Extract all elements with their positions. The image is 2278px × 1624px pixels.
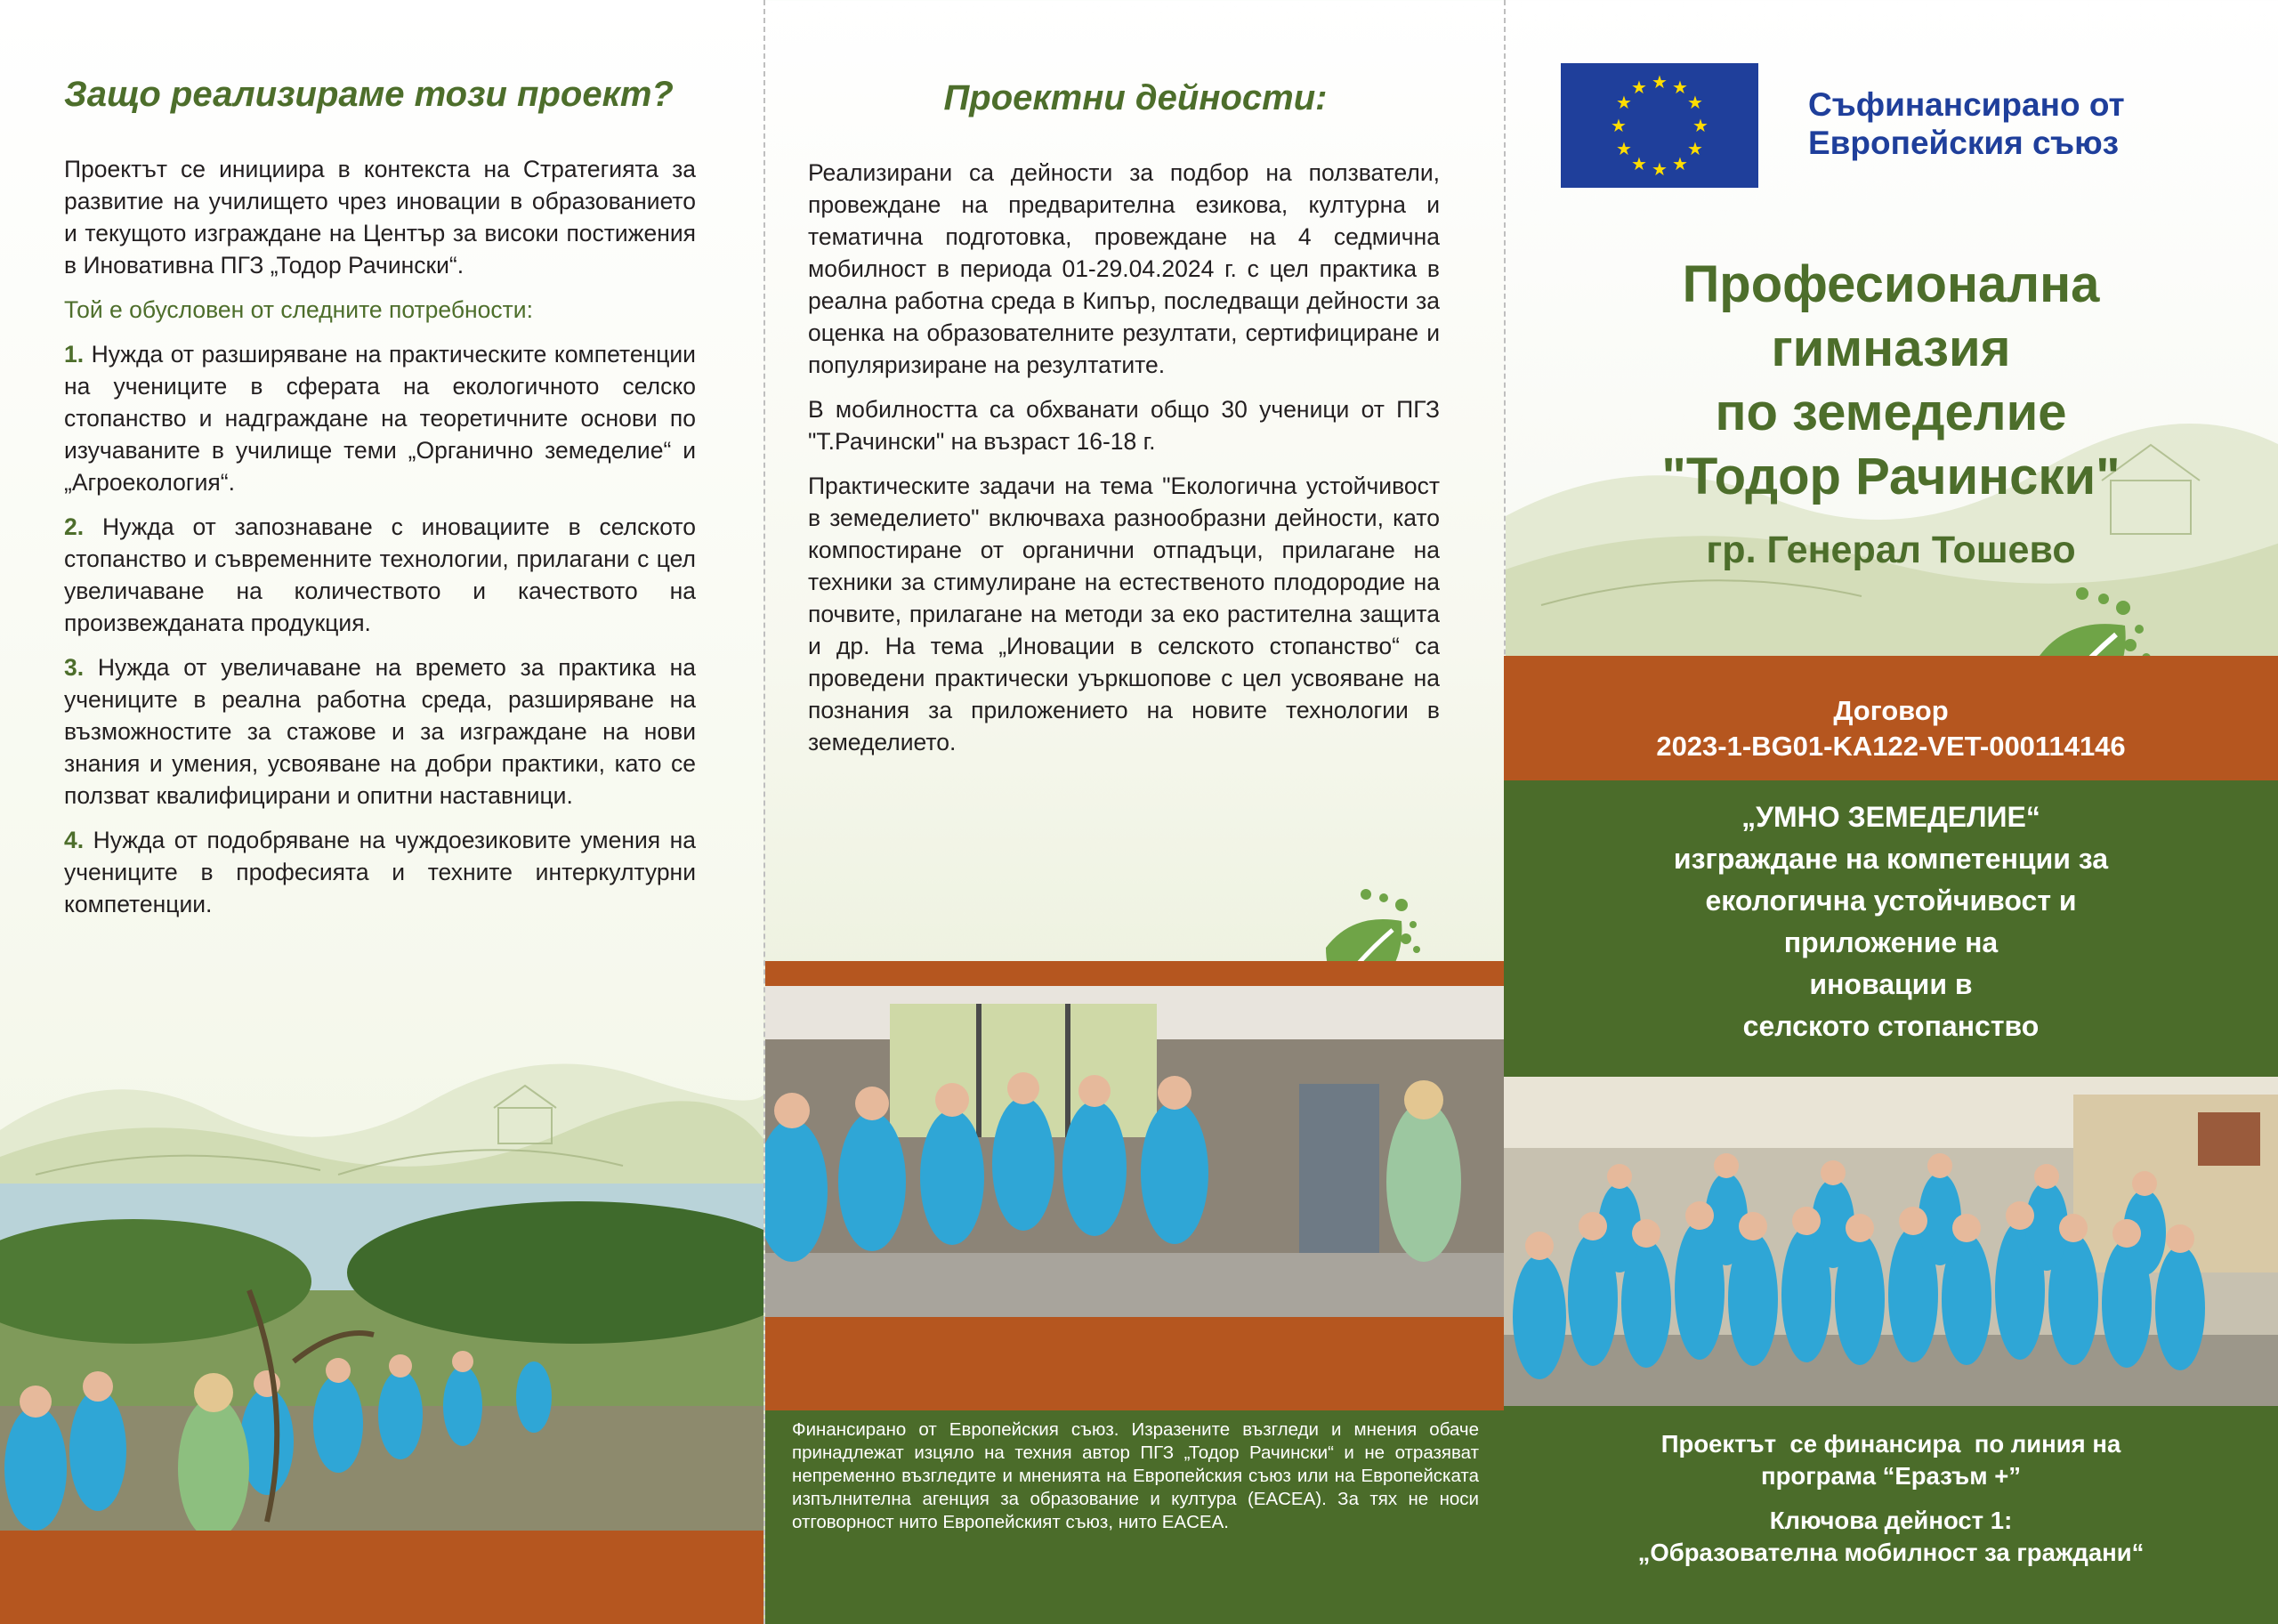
project-line: иновации в <box>1809 968 1973 1000</box>
funding-line: Проектът се финансира по линия на <box>1660 1430 2121 1458</box>
title-line: по земеделие <box>1715 384 2067 441</box>
bottom-band <box>0 1531 763 1624</box>
group-photo <box>1504 1077 2278 1406</box>
need-text: Нужда от разширяване на практическите компетенции на учениците в сферата на екологичното селско стопанство и надграждане на теоретичните основи по изучаваните в училище теми „Органично земеделие“ и „Агроекология“. <box>64 341 696 496</box>
school-city: гр. Генерал Тошево <box>1706 529 2076 571</box>
project-line: селското стопанство <box>1742 1010 2040 1042</box>
needs-intro: Той е обусловен от следните потребности: <box>64 296 533 323</box>
eu-flag-icon <box>1561 63 1758 188</box>
need-number: 3. <box>64 654 85 681</box>
svg-text:★: ★ <box>1672 153 1688 174</box>
need-item-1 <box>64 338 696 498</box>
svg-text:★: ★ <box>1692 115 1708 136</box>
need-number: 4. <box>64 827 85 853</box>
svg-text:★: ★ <box>1672 77 1688 98</box>
panel1-heading: Защо реализираме този проект? <box>64 75 674 114</box>
need-item-3 <box>64 651 696 812</box>
panel1-intro: Проектът се инициира в контекста на Стратегията за развитие на училището чрез иновации в образованието и текущото изграждане на Център за високи постижения в Иновативна ПГЗ „Тодор Рачински“. <box>64 156 696 279</box>
panel1-text <box>64 153 696 933</box>
svg-text:★: ★ <box>1652 158 1668 180</box>
svg-text:★: ★ <box>1631 77 1647 98</box>
project-line: изграждане на компетенции за <box>1673 843 2109 875</box>
tasks-paragraph: Практическите задачи на тема "Екологична устойчивост в земеделието" включваха разнообразни дейности, като компостиране от органични отпадъци, прилагане на техники за стимулиране на естественото плодородие на почвите, прилагане на методи за еко растителна защита и др. На тема „Иновации в селското стопанство“ са проведени практически уъркшопове с цел усвояване на познания за приложението на новите технологии в земеделието. <box>808 473 1440 755</box>
title-line: "Тодор Рачински" <box>1661 448 2120 505</box>
activities-paragraph: Реализирани са дейности за подбор на ползватели, провеждане на предварителна езикова, културна и тематична подготовка, провеждане на 4 седмична мобилност в периода 01-29.04.2024 г. с цел практика в реална работна среда в Кипър, последващи дейности за оценка на образователните резултати, сертифициране и популяризиране на резултатите. <box>808 159 1440 378</box>
panel-left <box>0 0 763 1624</box>
need-item-4 <box>64 824 696 920</box>
funding-line: програма “Еразъм +” <box>1760 1462 2021 1490</box>
eu-cofunded-label <box>1808 85 2125 162</box>
need-text: Нужда от подобряване на чуждоезиковите умения на учениците в професията и техните интеркултурни компетенции. <box>64 827 696 917</box>
key-action-line: Ключова дейност 1: <box>1769 1507 2013 1534</box>
eu-logo <box>1561 63 1758 188</box>
svg-text:★: ★ <box>1616 138 1632 159</box>
eu-line-2: Европейския съюз <box>1808 125 2120 161</box>
svg-text:★: ★ <box>1652 71 1668 93</box>
landscape-illustration <box>0 1023 763 1192</box>
contract-block <box>1504 693 2278 764</box>
title-line: гимназия <box>1771 319 2011 377</box>
panel-middle <box>763 0 1506 1624</box>
funding-block <box>1504 1428 2278 1569</box>
school-title <box>1522 253 2260 509</box>
project-title-block <box>1504 796 2278 1047</box>
project-line: приложение на <box>1783 926 1999 958</box>
students-workshop-photo <box>765 986 1506 1317</box>
key-action-line: „Образователна мобилност за граждани“ <box>1637 1539 2145 1566</box>
eu-line-1: Съфинансирано от <box>1808 86 2125 123</box>
panel2-heading: Проектни дейности: <box>943 78 1328 117</box>
photo-top-band <box>765 961 1506 986</box>
svg-text:★: ★ <box>1687 92 1703 113</box>
middle-rust-band <box>765 1317 1506 1410</box>
need-text: Нужда от увеличаване на времето за практика на учениците в реална работна среда, разширяване на възможностите за стажове и за изграждане на нови знания и умения, усвояване на добри практики, като се ползват квалифицирани и опитни наставници. <box>64 654 696 809</box>
students-garden-photo <box>0 1184 763 1531</box>
need-text: Нужда от запознаване с иновациите в селското стопанство и съвременните технологии, прилагани с цел увеличаване на количеството и качеството на произвежданата продукция. <box>64 513 696 636</box>
title-line: Професионална <box>1682 255 2100 313</box>
need-item-2 <box>64 511 696 639</box>
svg-text:★: ★ <box>1687 138 1703 159</box>
svg-text:★: ★ <box>1611 115 1627 136</box>
contract-label: Договор <box>1833 695 1949 726</box>
need-number: 1. <box>64 341 85 368</box>
project-line: екологична устойчивост и <box>1705 885 2077 917</box>
panel2-text <box>808 157 1440 771</box>
need-number: 2. <box>64 513 85 540</box>
participants-paragraph: В мобилността са обхванати общо 30 ученици от ПГЗ "Т.Рачински" на възраст 16-18 г. <box>808 396 1440 455</box>
contract-number: 2023-1-BG01-KA122-VET-000114146 <box>1656 731 2126 762</box>
svg-text:★: ★ <box>1631 153 1647 174</box>
svg-text:★: ★ <box>1616 92 1632 113</box>
eu-disclaimer: Финансирано от Европейския съюз. Изразените възгледи и мнения обаче принадлежат изцяло на техния автор ПГЗ „Тодор Рачински“ и не отразяват непременно възгледите и мненията на Европейския съюз или на Европейската изпълнителна агенция за образование и култура (EACEA). За тях не носи отговорност нито Европейският съюз, нито EACEA. <box>792 1419 1479 1532</box>
project-line: „УМНО ЗЕМЕДЕЛИЕ“ <box>1741 801 2040 833</box>
